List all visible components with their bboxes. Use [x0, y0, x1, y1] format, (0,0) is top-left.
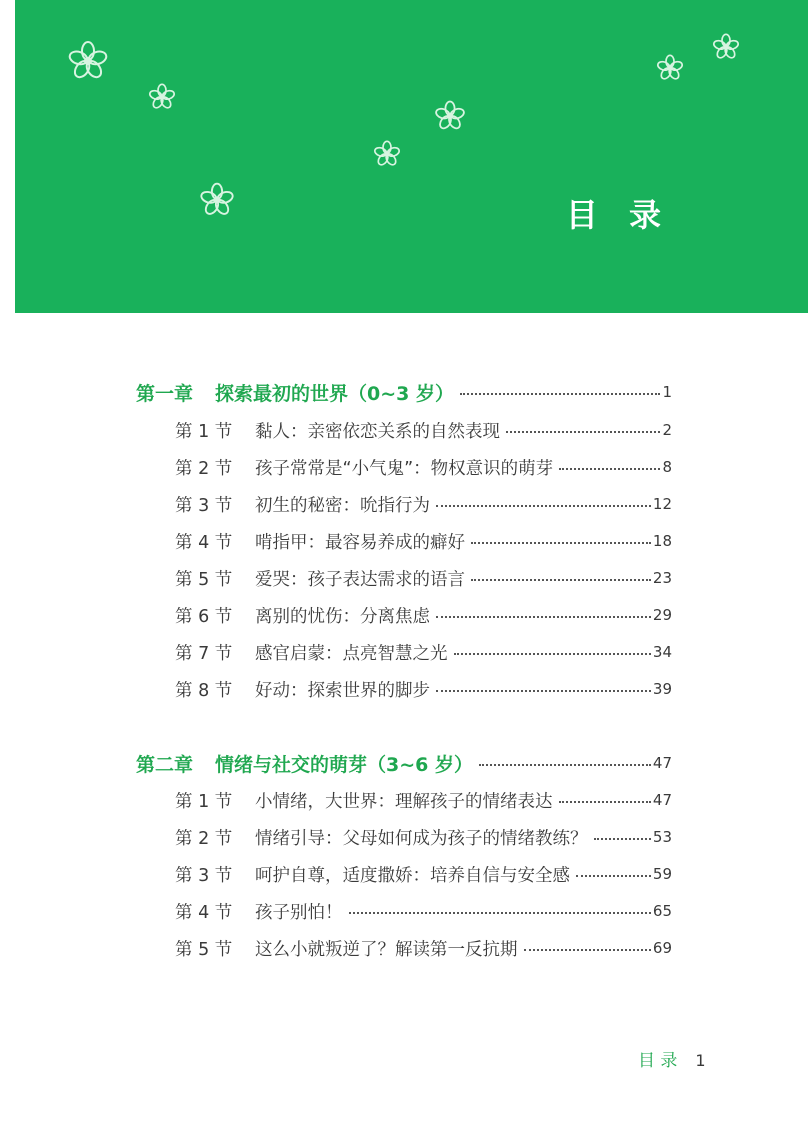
dot-leader [460, 393, 660, 395]
section-entry[interactable] [175, 415, 672, 445]
section-title: 小情绪，大世界：理解孩子的情绪表达 [255, 791, 553, 812]
flower-icon [712, 33, 740, 61]
dot-leader [506, 431, 660, 433]
page-number: 34 [652, 643, 672, 661]
chapter-entry[interactable] [136, 748, 672, 778]
section-title: 孩子常常是“小气鬼”：物权意识的萌芽 [255, 458, 554, 479]
section-title: 离别的忧伤：分离焦虑 [255, 606, 430, 627]
dot-leader [479, 764, 651, 766]
dot-leader [436, 505, 651, 507]
section-title: 孩子别怕！ [255, 902, 343, 923]
footer-page-number: 1 [695, 1051, 706, 1070]
dot-leader [559, 468, 660, 470]
page-number: 47 [652, 754, 672, 772]
section-title: 这么小就叛逆了？解读第一反抗期 [255, 939, 518, 960]
header-banner [15, 0, 808, 313]
dot-leader [594, 838, 651, 840]
page-number: 18 [652, 532, 672, 550]
section-number: 第 8 节 [175, 680, 233, 701]
chapter-label: 第二章 [136, 753, 194, 776]
dot-leader [471, 542, 651, 544]
section-number: 第 1 节 [175, 791, 233, 812]
page-number: 53 [652, 828, 672, 846]
page-number: 1 [662, 383, 672, 401]
dot-leader [436, 616, 651, 618]
section-entry[interactable] [175, 933, 672, 963]
section-title: 黏人：亲密依恋关系的自然表现 [255, 421, 500, 442]
dot-leader [524, 949, 651, 951]
section-number: 第 3 节 [175, 865, 233, 886]
section-number: 第 2 节 [175, 458, 233, 479]
section-entry[interactable] [175, 526, 672, 556]
chapter-label: 第一章 [136, 382, 194, 405]
section-number: 第 5 节 [175, 939, 233, 960]
section-title: 好动：探索世界的脚步 [255, 680, 430, 701]
page-number: 29 [652, 606, 672, 624]
section-title: 爱哭：孩子表达需求的语言 [255, 569, 465, 590]
section-number: 第 6 节 [175, 606, 233, 627]
section-title: 呵护自尊，适度撒娇：培养自信与安全感 [255, 865, 570, 886]
page-number: 69 [652, 939, 672, 957]
flower-icon [656, 54, 684, 82]
page-number: 23 [652, 569, 672, 587]
flower-icon [373, 140, 401, 168]
page-number: 8 [662, 458, 672, 476]
section-title: 初生的秘密：吮指行为 [255, 495, 430, 516]
section-entry[interactable] [175, 859, 672, 889]
flower-icon [199, 182, 235, 218]
flower-icon [148, 83, 176, 111]
section-entry[interactable] [175, 822, 672, 852]
section-number: 第 4 节 [175, 532, 233, 553]
page-number: 2 [662, 421, 672, 439]
section-entry[interactable] [175, 600, 672, 630]
dot-leader [349, 912, 651, 914]
page-number: 47 [652, 791, 672, 809]
dot-leader [559, 801, 651, 803]
flower-icon [67, 40, 109, 82]
page-number: 59 [652, 865, 672, 883]
page-footer [638, 1046, 706, 1071]
section-entry[interactable] [175, 563, 672, 593]
page-title: 目 录 [565, 196, 671, 234]
section-number: 第 2 节 [175, 828, 233, 849]
chapter-title: 情绪与社交的萌芽（3~6 岁） [215, 753, 473, 776]
page-number: 39 [652, 680, 672, 698]
section-entry[interactable] [175, 785, 672, 815]
section-entry[interactable] [175, 452, 672, 482]
flower-icon [434, 100, 466, 132]
dot-leader [576, 875, 651, 877]
chapter-entry[interactable] [136, 377, 672, 407]
footer-label: 目 录 [638, 1051, 678, 1071]
dot-leader [471, 579, 651, 581]
page-number: 12 [652, 495, 672, 513]
section-entry[interactable] [175, 896, 672, 926]
section-number: 第 7 节 [175, 643, 233, 664]
section-entry[interactable] [175, 489, 672, 519]
page-number: 65 [652, 902, 672, 920]
section-title: 啃指甲：最容易养成的癖好 [255, 532, 465, 553]
chapter-title: 探索最初的世界（0~3 岁） [215, 382, 454, 405]
dot-leader [436, 690, 651, 692]
section-number: 第 1 节 [175, 421, 233, 442]
section-title: 感官启蒙：点亮智慧之光 [255, 643, 448, 664]
section-title: 情绪引导：父母如何成为孩子的情绪教练？ [255, 828, 588, 849]
section-entry[interactable] [175, 637, 672, 667]
section-number: 第 3 节 [175, 495, 233, 516]
section-number: 第 4 节 [175, 902, 233, 923]
section-entry[interactable] [175, 674, 672, 704]
dot-leader [454, 653, 651, 655]
section-number: 第 5 节 [175, 569, 233, 590]
